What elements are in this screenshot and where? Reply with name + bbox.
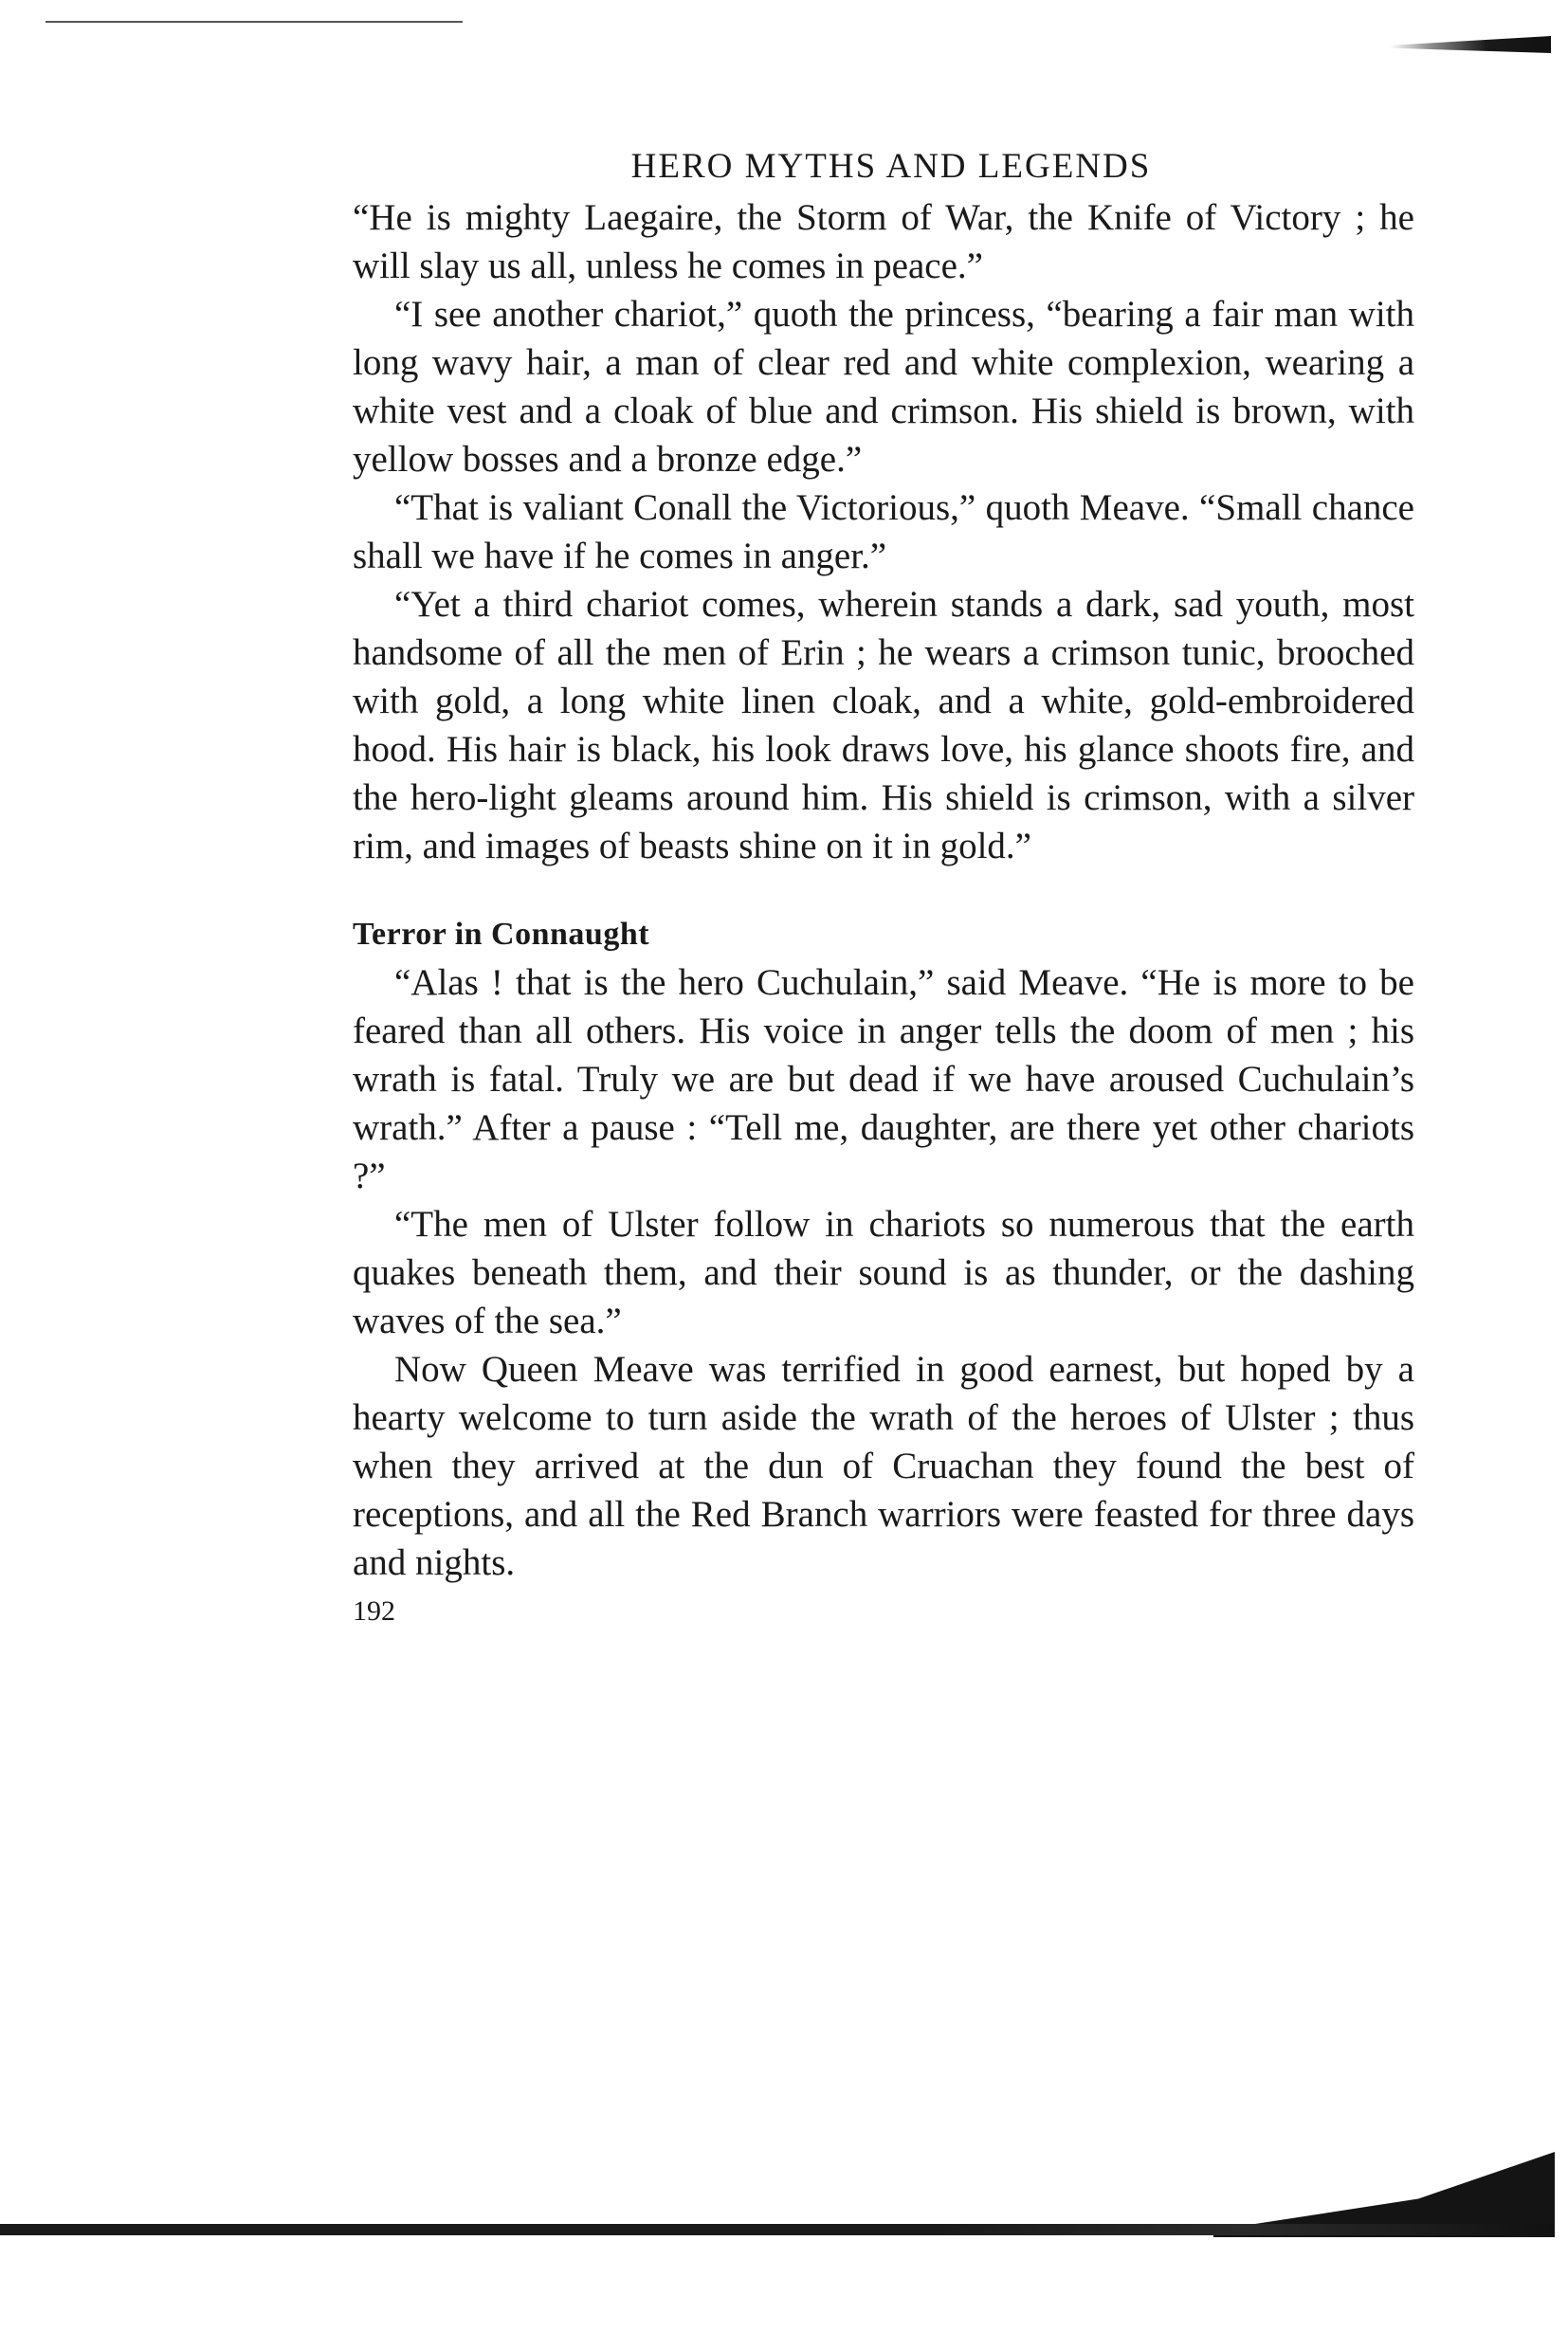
scan-edge-top-shadow <box>1390 36 1551 53</box>
paragraph: “Yet a third chariot comes, wherein stands a dark, sad youth, most handsome of all the men of Erin ; he wears a crimson tunic, brooched with gold, a long white linen cloak, and a white, gold-embroidered hood. His hair is black, his look draws love, his glance shoots fire, and the hero-light gleams around him. His shield is crimson, with a silver rim, and images of beasts shine on it in gold.” <box>353 584 1414 866</box>
page-number: 192 <box>353 1595 395 1627</box>
paragraph: Now Queen Meave was terrified in good earnest, but hoped by a hearty welcome to turn aside the wrath of the heroes of Ulster ; thus when they arrived at the dun of Cruachan they found the best of receptions, and all the Red Branch warriors were feasted for three days and nights. <box>353 1349 1414 1583</box>
running-head: HERO MYTHS AND LEGENDS <box>630 147 1152 186</box>
scan-edge-bottom-line <box>0 2224 1555 2235</box>
paragraph: “That is valiant Conall the Victorious,” quoth Meave. “Small chance shall we have if he comes in anger.” <box>353 487 1414 576</box>
paragraph: “Alas ! that is the hero Cuchulain,” said Meave. “He is more to be feared than all others. His voice in anger tells the doom of men ; his wrath is fatal. Truly we are but dead if we have aroused Cuchulain’s wrath.” After a pause : “Tell me, daughter, are there yet other chariots ?” <box>353 962 1414 1196</box>
paragraph: “I see another chariot,” quoth the princess, “bearing a fair man with long wavy hair, a man of clear red and white complexion, wearing a white vest and a cloak of blue and crimson. His shield is brown, with yellow bosses and a bronze edge.” <box>353 294 1414 480</box>
book-page <box>353 142 1414 1630</box>
paragraph: “He is mighty Laegaire, the Storm of War, the Knife of Victory ; he will slay us all, unless he comes in peace.” <box>353 197 1414 286</box>
section-heading: Terror in Connaught <box>353 917 650 952</box>
scan-edge-top-line <box>46 21 463 23</box>
body-text <box>353 193 1414 1587</box>
paragraph: “The men of Ulster follow in chariots so numerous that the earth quakes beneath them, and their sound is as thunder, or the dashing waves of the sea.” <box>353 1204 1414 1341</box>
